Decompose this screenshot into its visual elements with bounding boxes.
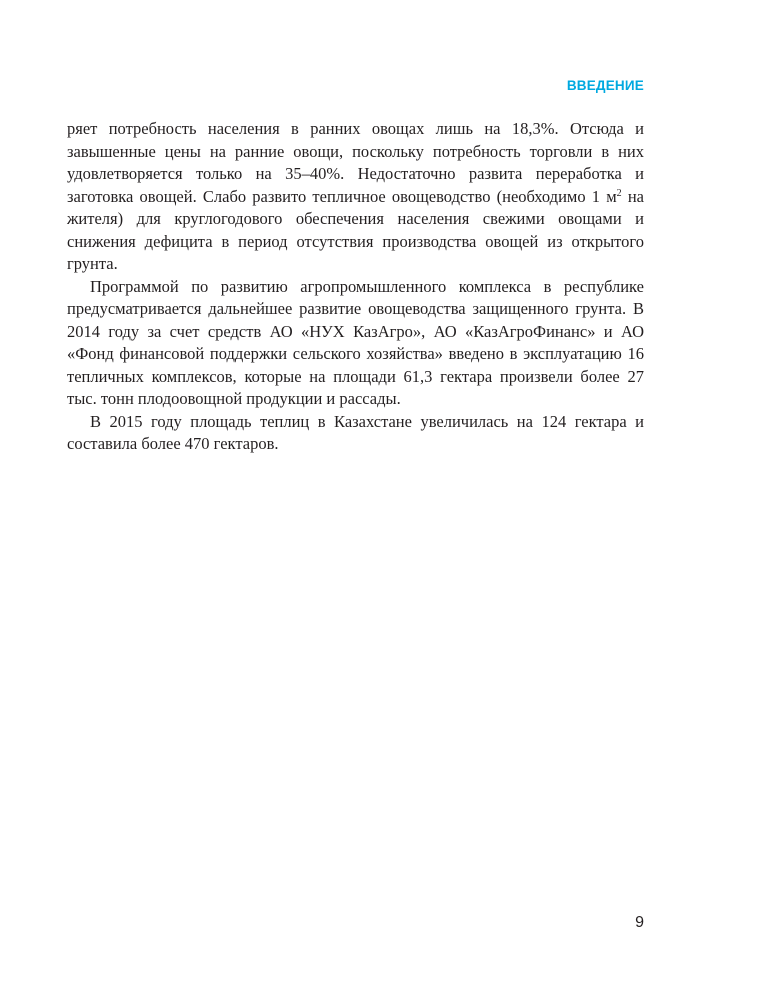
page-number: 9 bbox=[635, 914, 644, 931]
paragraph-2: Программой по развитию агропромышленного комплекса в республике предусматривается дальнейшее развитие овощеводства защищенного грунта. В 2014 году за счет средств АО «НУХ КазАгро», АО «КазАгроФинанс» и АО «Фонд финансовой поддержки сельского хозяйства» введено в эксплуатацию 16 тепличных комплексов, которые на площади 61,3 гектара произвели более 27 тыс. тонн плодоовощной продукции и рассады. bbox=[67, 276, 644, 408]
paragraph-3: В 2015 году площадь теплиц в Казахстане увеличилась на 124 гектара и составила более 470 гектаров. bbox=[67, 411, 644, 453]
section-running-head: ВВЕДЕНИЕ bbox=[566, 78, 644, 93]
superscript-2: 2 bbox=[616, 187, 622, 199]
paragraph-1 bbox=[67, 118, 644, 276]
paragraph-1-text-cont: на жителя) для круглогодового обеспечения населения свежими овощами и снижения дефицита в период отсутствия производства овощей из открытого грунта. bbox=[67, 186, 644, 273]
body-text bbox=[67, 118, 644, 456]
paragraph-1-text: ряет потребность населения в ранних овощах лишь на 18,3%. Отсюда и завышенные цены на ранние овощи, поскольку потребность торговли в них удовлетворяется только на 35–40%. Недостаточно развита переработка и заготовка овощей. Слабо развито тепличное овощеводство (необходимо 1 м bbox=[67, 119, 644, 206]
